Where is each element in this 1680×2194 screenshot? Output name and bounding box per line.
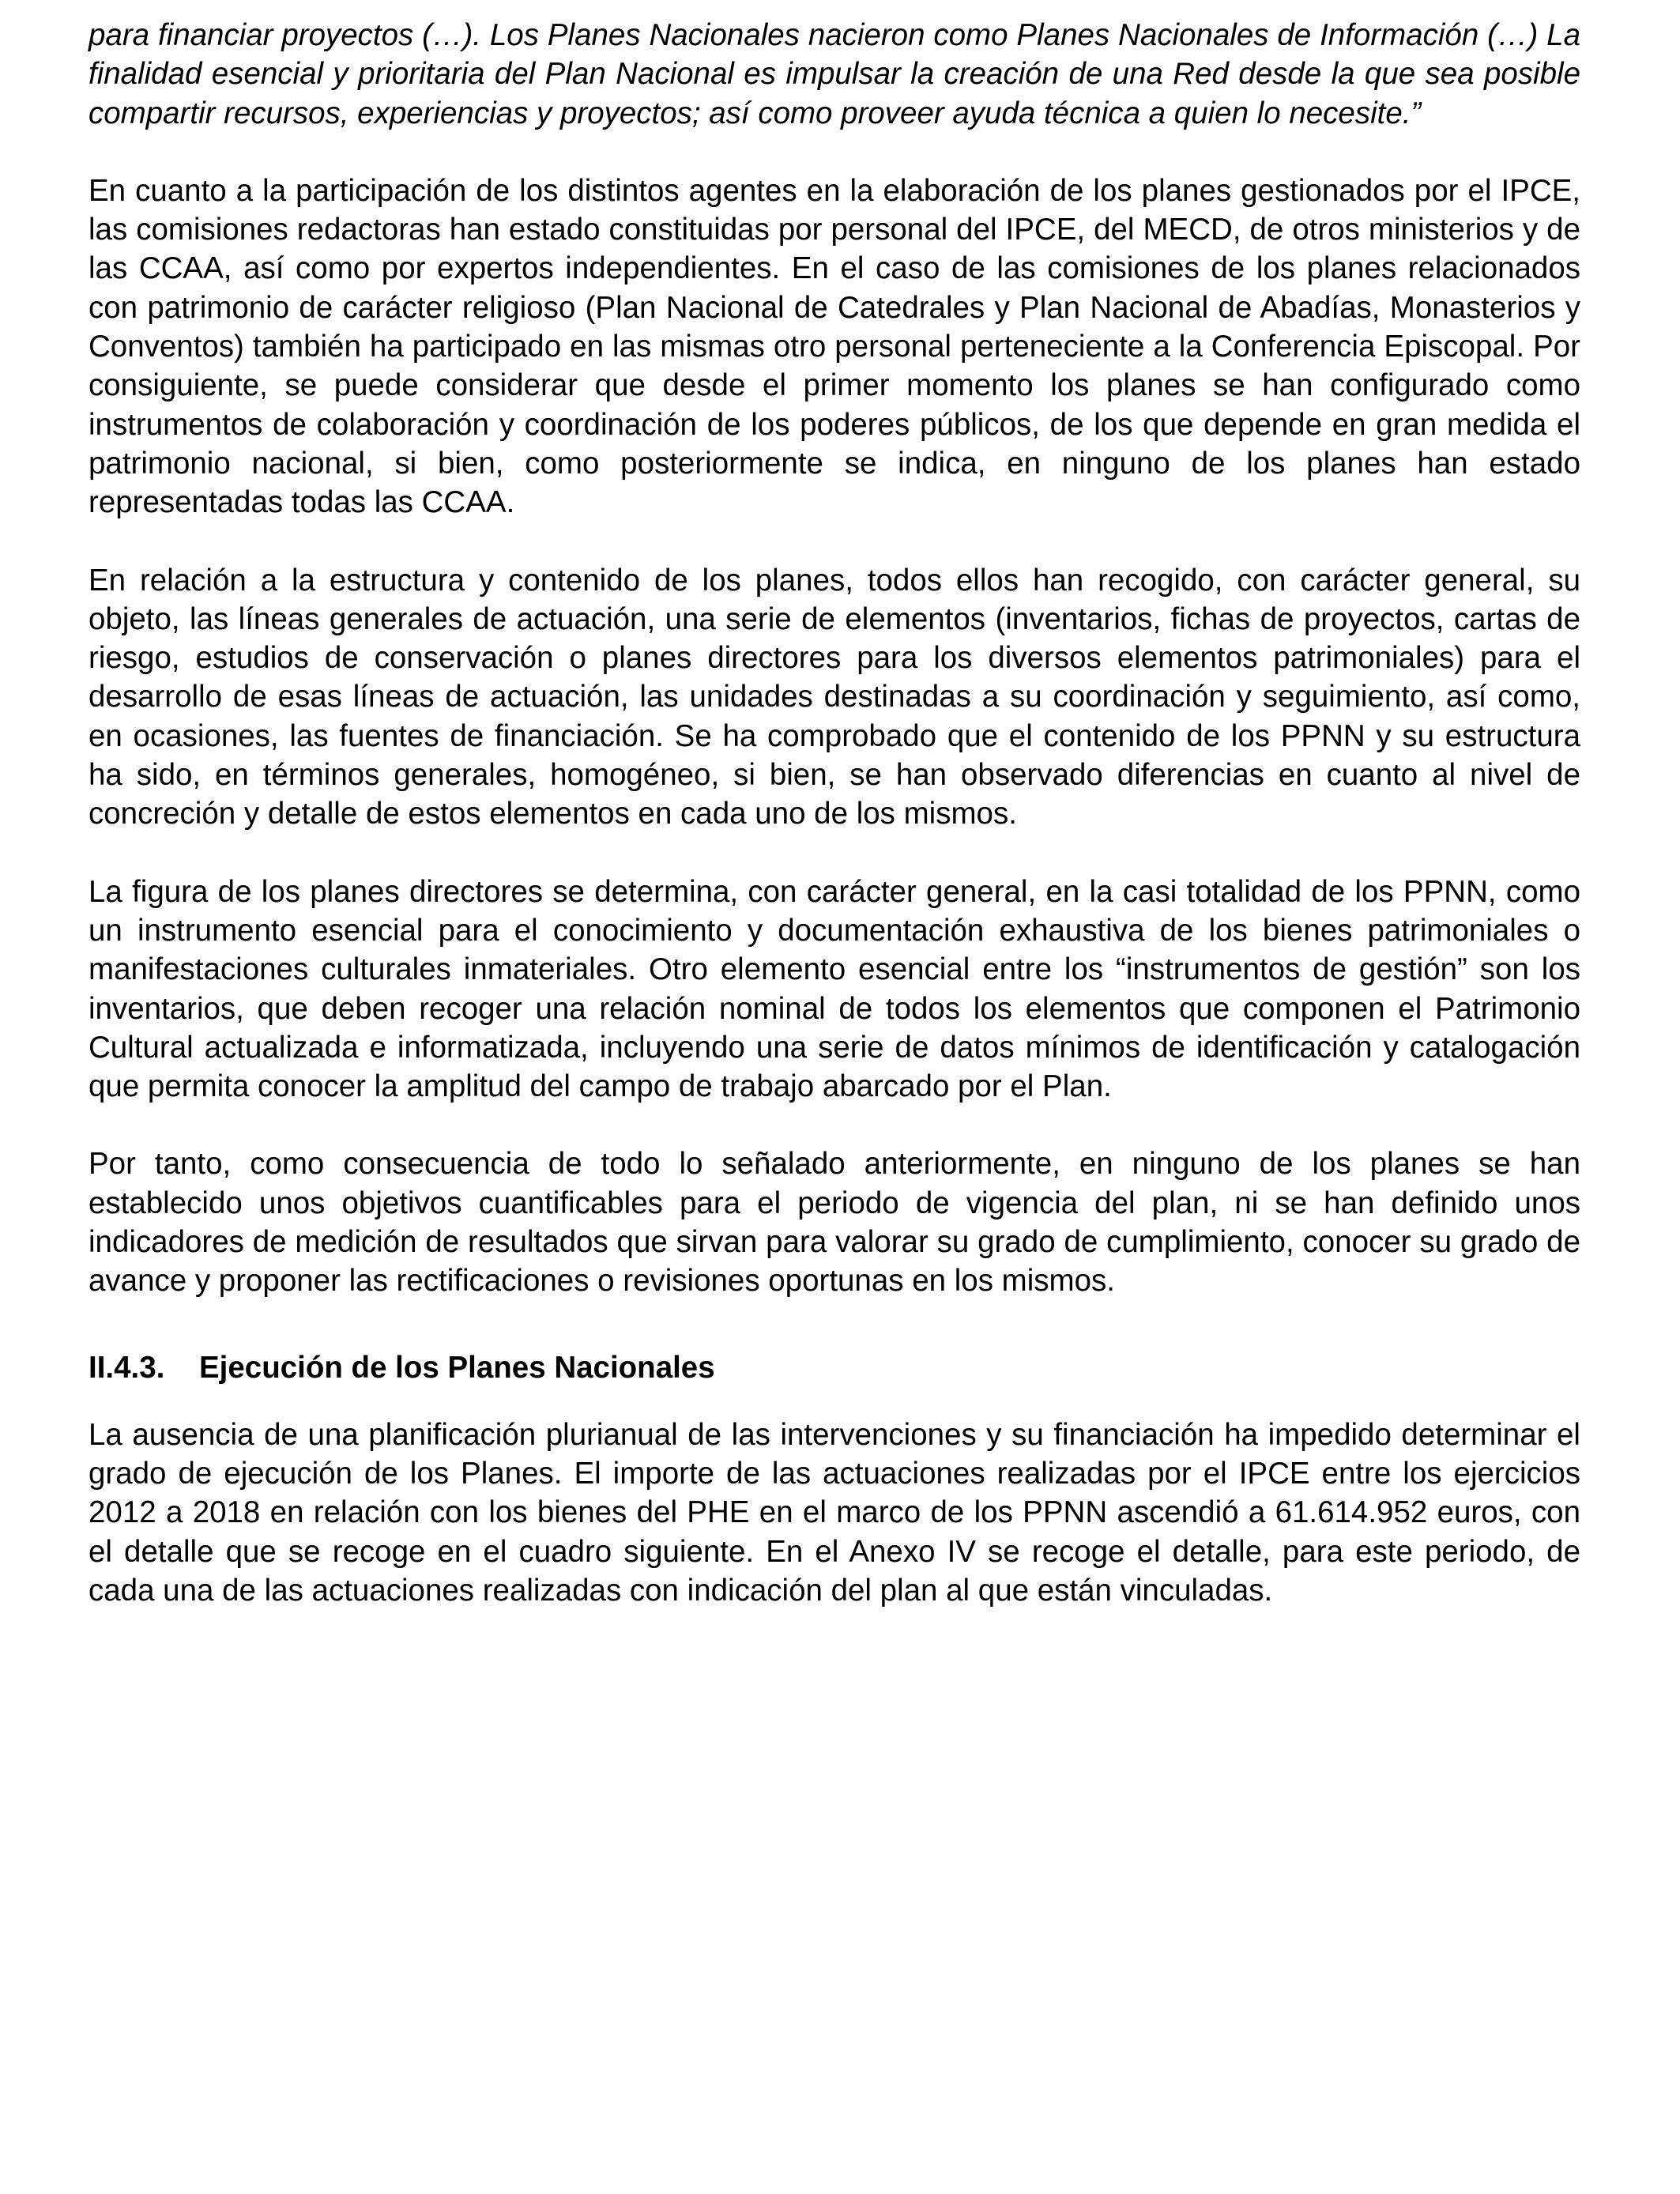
section-number: II.4.3. xyxy=(89,1350,165,1385)
paragraph-conclusion: Por tanto, como consecuencia de todo lo señalado anteriormente, en ninguno de los planes se han establecido unos objetivos cuantificables para el periodo de vigencia del plan, ni se han definido unos indicadores de medición de resultados que sirvan para valorar su grado de cumplimiento, conocer su grado de avance y proponer las rectificaciones o revisiones oportunas en los mismos. xyxy=(89,1147,1580,1299)
paragraph-gap xyxy=(89,834,1580,873)
paragraph-planes-directores: La figura de los planes directores se determina, con carácter general, en la casi totalidad de los PPNN, como un instrumento esencial para el conocimiento y documentación exhaustiva de los bienes patrimoniales o manifestaciones culturales inmateriales. Otro elemento esencial entre los “instrumentos de gestión” son los inventarios, que deben recoger una relación nominal de todos los elementos que componen el Patrimonio Cultural actualizada e informatizada, incluyendo una serie de datos mínimos de identificación y catalogación que permita conocer la amplitud del campo de trabajo abarcado por el Plan. xyxy=(89,874,1580,1104)
section-heading xyxy=(89,1348,1580,1387)
paragraph-gap xyxy=(89,1301,1580,1348)
paragraph-gap xyxy=(89,133,1580,172)
quote-paragraph: para financiar proyectos (…). Los Planes Nacionales nacieron como Planes Nacionales de Información (…) La finalidad esencial y prioritaria del Plan Nacional es impulsar la creación de una Red desde la que sea posible compartir recursos, experiencias y proyectos; así como proveer ayuda técnica a quien lo necesite.” xyxy=(89,18,1580,130)
paragraph-estructura: En relación a la estructura y contenido de los planes, todos ellos han recogido, con carácter general, su objeto, las líneas generales de actuación, una serie de elementos (inventarios, fichas de proyectos, cartas de riesgo, estudios de conservación o planes directores para los diversos elementos patrimoniales) para el desarrollo de esas líneas de actuación, las unidades destinadas a su coordinación y seguimiento, así como, en ocasiones, las fuentes de financiación. Se ha comprobado que el contenido de los PPNN y su estructura ha sido, en términos generales, homogéneo, si bien, se han observado diferencias en cuanto al nivel de concreción y detalle de estos elementos en cada uno de los mismos. xyxy=(89,563,1580,831)
document-page xyxy=(89,16,1580,1610)
paragraph-gap xyxy=(89,1387,1580,1416)
paragraph-participacion: En cuanto a la participación de los distintos agentes en la elaboración de los planes gestionados por el IPCE, las comisiones redactoras han estado constituidas por personal del IPCE, del MECD, de otros ministerios y de las CCAA, así como por expertos independientes. En el caso de las comisiones de los planes relacionados con patrimonio de carácter religioso (Plan Nacional de Catedrales y Plan Nacional de Abadías, Monasterios y Conventos) también ha participado en las mismas otro personal perteneciente a la Conferencia Episcopal. Por consiguiente, se puede considerar que desde el primer momento los planes se han configurado como instrumentos de colaboración y coordinación de los poderes públicos, de los que depende en gran medida el patrimonio nacional, si bien, como posteriormente se indica, en ninguno de los planes han estado representadas todas las CCAA. xyxy=(89,173,1580,520)
paragraph-ejecucion: La ausencia de una planificación plurianual de las intervenciones y su financiación ha impedido determinar el grado de ejecución de los Planes. El importe de las actuaciones realizadas por el IPCE entre los ejercicios 2012 a 2018 en relación con los bienes del PHE en el marco de los PPNN ascendió a 61.614.952 euros, con el detalle que se recoge en el cuadro siguiente. En el Anexo IV se recoge el detalle, para este periodo, de cada una de las actuaciones realizadas con indicación del plan al que están vinculadas. xyxy=(89,1417,1580,1608)
section-title: Ejecución de los Planes Nacionales xyxy=(199,1350,715,1385)
paragraph-gap xyxy=(89,522,1580,561)
paragraph-gap xyxy=(89,1106,1580,1144)
